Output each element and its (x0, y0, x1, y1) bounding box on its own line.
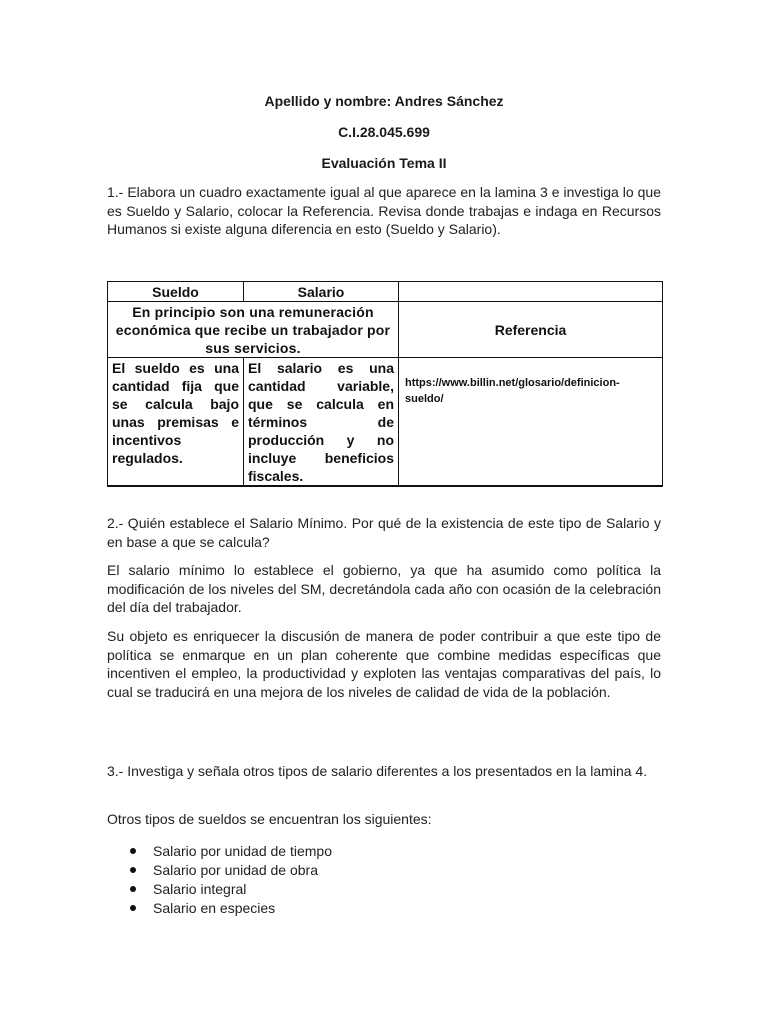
student-name-heading: Apellido y nombre: Andres Sánchez (264, 93, 504, 109)
shared-definition-cell: En principio son una remuneración económica que recibe un trabajador por sus servicios. (108, 302, 399, 358)
evaluation-title: Evaluación Tema II (321, 155, 447, 171)
bullet-icon (130, 905, 136, 911)
salary-types-list (110, 842, 332, 918)
student-id-heading: C.I.28.045.699 (338, 124, 430, 140)
answer-2-paragraph-1: El salario mínimo lo establece el gobierno, ya que ha asumido como política la modificación de los niveles del SM, decretándola cada año con ocasión de la celebración del día del trabajador. (107, 562, 661, 615)
table-header-row (108, 282, 663, 302)
bullet-icon (130, 886, 136, 892)
bullet-icon (130, 867, 136, 873)
answer-2-paragraph-2: Su objeto es enriquecer la discusión de manera de poder contribuir a que este tipo de política se enmarque en un plan coherente que combine medidas específicas que incentiven el empleo, la productividad y exploten las ventajas comparativas del país, lo cual se traducirá en una mejora de los niveles de calidad de vida de la población. (107, 628, 661, 700)
list-item (110, 899, 332, 918)
list-item (110, 861, 332, 880)
table-detail-row (108, 358, 663, 487)
list-item-label: Salario integral (153, 881, 247, 897)
sueldo-salario-table (107, 281, 663, 487)
salario-definition-cell: El salario es una cantidad variable, que se calcula en términos de producción y no incluye beneficios fiscales. (244, 358, 399, 487)
list-item (110, 880, 332, 899)
sueldo-definition-cell: El sueldo es una cantidad fija que se calcula bajo unas premisas e incentivos regulados. (108, 358, 244, 487)
reference-label-cell: Referencia (399, 302, 663, 358)
question-3-text: 3.- Investiga y señala otros tipos de salario diferentes a los presentados en la lamina 4. (107, 763, 648, 779)
list-item (110, 842, 332, 861)
answer-3-intro: Otros tipos de sueldos se encuentran los siguientes: (107, 811, 432, 827)
header-sueldo: Sueldo (108, 282, 244, 302)
list-item-label: Salario en especies (153, 900, 276, 916)
question-2-text: 2.- Quién establece el Salario Mínimo. Por qué de la existencia de este tipo de Salario y en base a que se calcula? (107, 515, 661, 550)
list-item-label: Salario por unidad de tiempo (153, 843, 333, 859)
header-salario: Salario (244, 282, 399, 302)
reference-url-cell[interactable]: https://www.billin.net/glosario/definicion-sueldo/ (399, 358, 663, 487)
question-1-text: 1.- Elabora un cuadro exactamente igual al que aparece en la lamina 3 e investiga lo que es Sueldo y Salario, colocar la Referencia. Revisa donde trabajas e indaga en Recursos Humanos si existe alguna diferencia en esto (Sueldo y Salario). (107, 184, 661, 237)
list-item-label: Salario por unidad de obra (153, 862, 319, 878)
table-definition-row (108, 302, 663, 358)
bullet-icon (130, 848, 136, 854)
header-empty (399, 282, 663, 302)
